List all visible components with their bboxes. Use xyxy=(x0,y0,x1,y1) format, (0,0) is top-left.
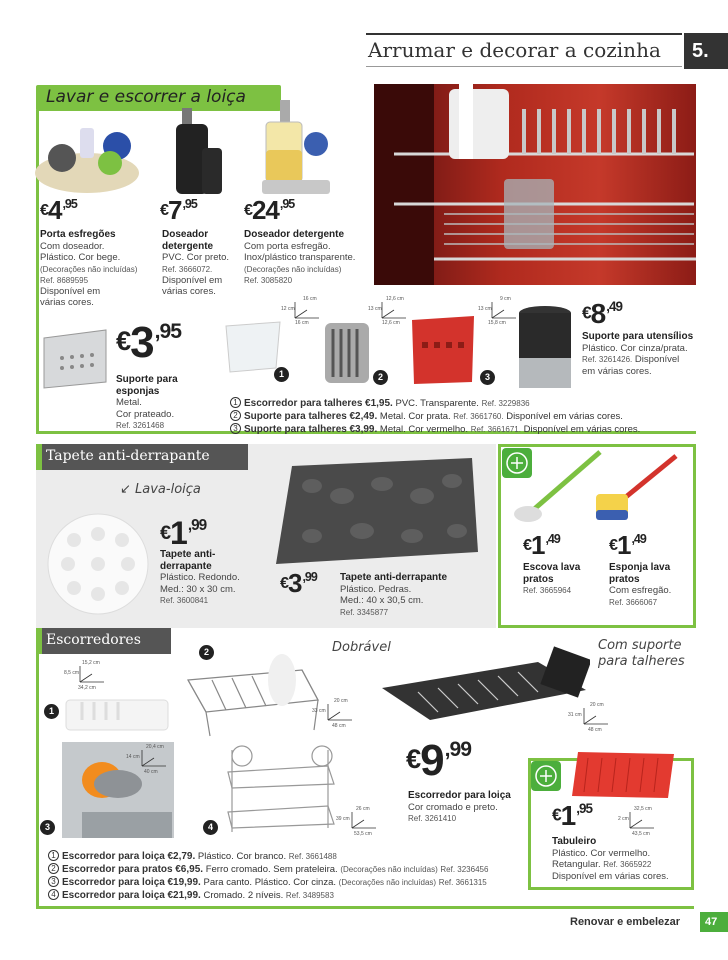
rack-2-image xyxy=(182,650,322,740)
dimension-diagram-r3: 20,4 cm 14 cm 40 cm xyxy=(126,744,164,775)
stone-mat-image xyxy=(272,456,482,566)
product-price-porta-esfregoes: $€4^{,95}$ xyxy=(40,195,77,225)
dimension-diagram-r1: 15,2 cm 8,5 cm 34,2 cm xyxy=(64,660,100,691)
big-rack-image xyxy=(378,642,590,738)
annotation-dobravel: Dobrável xyxy=(332,640,391,655)
product-price-doseador-preto: $€7^{,95}$ xyxy=(160,195,197,225)
sponge-brush-image xyxy=(592,450,682,530)
product-price-tapete-pedras: $€3^{,99}$ xyxy=(280,568,317,598)
plus-icon xyxy=(531,761,561,791)
dimension-diagram-a: 16 cm 12 cm 16 cm xyxy=(281,296,317,326)
list-item: 2 Escorredor para pratos €6,95. Ferro cromado. Sem prateleira. (Decorações não incluídas) Ref. 3236456 xyxy=(48,863,518,876)
product-info-escova: Escova lava pratos Ref. 3665964 xyxy=(523,562,593,596)
product-price-escorredor-loica: $€9^{,99}$ xyxy=(406,736,472,785)
soap-dispenser-inox-image xyxy=(258,100,333,198)
soap-dispenser-black-image xyxy=(168,108,228,198)
rack-list xyxy=(48,850,518,902)
rack-1-image xyxy=(62,690,172,735)
number-marker-rack-3: 3 xyxy=(40,820,55,835)
product-price-doseador-inox: $€24^{,95}$ xyxy=(244,195,295,225)
sponge-support-image xyxy=(40,326,110,392)
rack-4-image xyxy=(218,742,344,838)
dimension-diagram-b: 12,6 cm 13 cm 12,6 cm xyxy=(368,296,404,326)
product-name: Doseador detergente xyxy=(244,229,345,240)
product-name: Porta esfregões xyxy=(40,229,116,240)
dimension-diagram-r2: 20 cm 33 cm 48 cm xyxy=(312,698,348,729)
section-banner-racks: Escorredores xyxy=(36,628,171,654)
cutlery-holder-3-image xyxy=(408,312,478,387)
sponge-holder-image xyxy=(32,118,142,198)
arrow-icon: ↙ xyxy=(120,482,136,497)
number-marker-rack-1: 1 xyxy=(44,704,59,719)
red-tray-image xyxy=(568,748,678,802)
section-banner-mat: Tapete anti-derrapante xyxy=(36,444,248,470)
list-item: 3 Escorredor para loiça €19,99. Para canto. Plástico. Cor cinza. (Decorações não incluídas) Ref. 3661315 xyxy=(48,876,518,889)
list-item: 3 Suporte para talheres €3,99. Metal. Cor vermelho. Ref. 3661671. Disponível em várias cores. xyxy=(230,423,690,436)
product-name: Tapete anti-derrapante xyxy=(160,549,216,572)
product-price-tapete-redondo: $€1^{,99}$ xyxy=(160,515,207,551)
product-price-tabuleiro: $€1^{,95}$ xyxy=(552,800,592,831)
product-info-tapete-pedras: Tapete anti-derrapante Plástico. Pedras. Med.: 40 x 30,5 cm. Ref. 3345877 xyxy=(340,572,470,618)
number-marker-3: 3 xyxy=(480,370,495,385)
product-name: Suporte para utensílios xyxy=(582,331,694,342)
dimension-diagram-r4: 26 cm 39 cm 53,5 cm xyxy=(336,806,372,837)
product-name: Doseador detergente xyxy=(162,229,214,252)
product-info-tapete-redondo: Tapete anti-derrapante Plástico. Redondo. Med.: 30 x 30 cm. Ref. 3600841 xyxy=(160,549,260,606)
page-title: Arrumar e decorar a cozinha xyxy=(368,38,661,62)
cutlery-holder-2-image xyxy=(321,317,373,387)
product-price-suporte-utensilios: $€8^{,49}$ xyxy=(582,298,622,329)
list-item: 2 Suporte para talheres €2,49. Metal. Cor prata. Ref. 3661760. Disponível em várias cores. xyxy=(230,410,690,423)
product-name: Escorredor para loiça xyxy=(408,790,511,801)
number-marker-1: 1 xyxy=(274,367,289,382)
green-frame-left-3 xyxy=(36,654,39,908)
dimension-diagram-big: 20 cm 31 cm 48 cm xyxy=(568,702,604,733)
product-info-suporte-utensilios: Suporte para utensílios Plástico. Cor cinza/prata. Ref. 3261426. Disponível em várias cores. xyxy=(582,331,700,377)
product-info-doseador-inox: Doseador detergente Com porta esfregão. Inox/plástico transparente. (Decorações não incluídas) Ref. 3085820 xyxy=(244,229,372,286)
chapter-badge: 5. xyxy=(684,33,728,69)
product-price-esponja: $€1^{,49}$ xyxy=(609,530,646,560)
dimension-diagram-tray: 32,5 cm 2 cm 43,5 cm xyxy=(618,806,652,837)
cutlery-list xyxy=(230,397,690,436)
product-info-porta-esfregoes: Porta esfregões Com doseador. Plástico. Cor bege. (Decorações não incluídas) Ref. 8689595 Disponível em várias cores. xyxy=(40,229,150,309)
list-item: 4 Escorredor para loiça €21,99. Cromado. 2 níveis. Ref. 3489583 xyxy=(48,889,518,902)
header-bar xyxy=(366,33,728,69)
list-item: 1 Escorredor para loiça €2,79. Plástico. Cor branco. Ref. 3661488 xyxy=(48,850,518,863)
list-item: 1 Escorredor para talheres €1,95. PVC. Transparente. Ref. 3229836 xyxy=(230,397,690,410)
section-banner-wash xyxy=(36,85,281,111)
product-price-suporte-esponjas: $€3^{,95}$ xyxy=(116,318,182,367)
product-name: Escova lava pratos xyxy=(523,562,581,585)
annotation-lava-loica: ↙ Lava-loiça xyxy=(120,482,201,497)
product-price-escova: $€1^{,49}$ xyxy=(523,530,560,560)
number-marker-2: 2 xyxy=(373,370,388,385)
footer-text: Renovar e embelezar xyxy=(570,916,681,928)
round-mat-image xyxy=(44,510,152,618)
product-name: Tapete anti-derrapante xyxy=(340,572,448,583)
product-name: Tabuleiro xyxy=(552,836,597,847)
utensil-holder-image xyxy=(516,303,574,391)
annotation-suporte-talheres: Com suporte para talheres xyxy=(598,638,685,669)
dimension-diagram-c: 9 cm 13 cm 15,8 cm xyxy=(478,296,511,326)
number-marker-rack-4: 4 xyxy=(203,820,218,835)
number-marker-rack-2: 2 xyxy=(199,645,214,660)
product-info-tabuleiro: Tabuleiro Plástico. Cor vermelho. Retangular. Ref. 3665922 Disponível em várias cores. xyxy=(552,836,692,882)
product-name: Suporte para esponjas xyxy=(116,374,178,397)
green-frame-bottom-3 xyxy=(36,906,694,909)
product-info-suporte-esponjas: Suporte para esponjas Metal. Cor prateado. Ref. 3261468 xyxy=(116,374,196,431)
product-info-doseador-preto: Doseador detergente PVC. Cor preto. Ref. 3666072. Disponível em várias cores. xyxy=(162,229,242,298)
page-number-badge: 47 xyxy=(700,912,728,932)
product-info-esponja: Esponja lava pratos Com esfregão. Ref. 3666067 xyxy=(609,562,689,608)
product-name: Esponja lava pratos xyxy=(609,562,671,585)
dish-rack-photo xyxy=(374,84,696,285)
product-info-escorredor-loica: Escorredor para loiça Cor cromado e preto. Ref. 3261410 xyxy=(408,790,518,824)
section-banner-wash-label: Lavar e escorrer a loiça xyxy=(46,87,246,107)
